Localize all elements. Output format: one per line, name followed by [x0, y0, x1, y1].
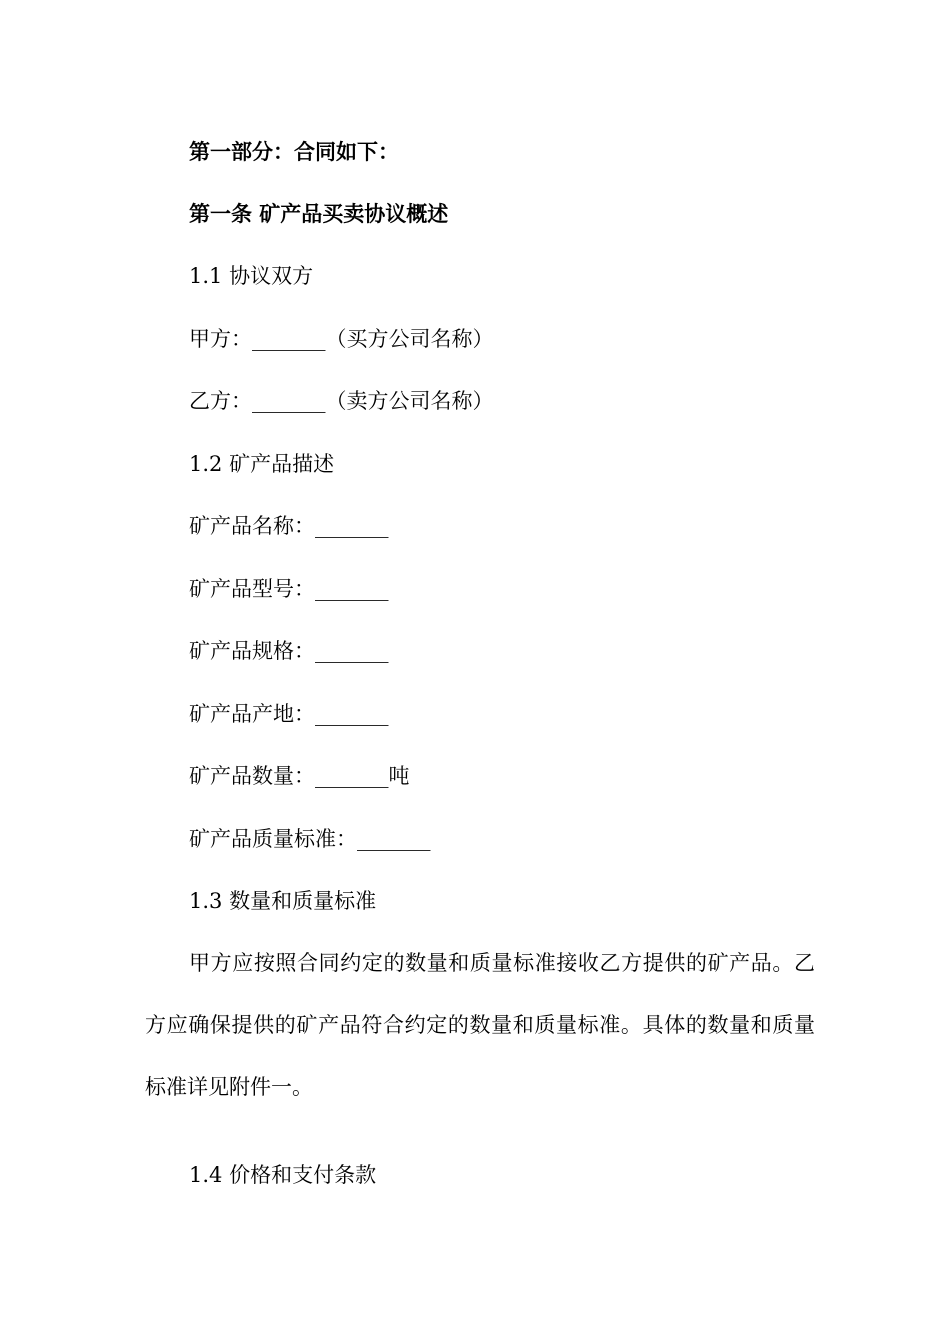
product-quality-line: 矿产品质量标准：_______: [189, 827, 431, 851]
product-name-line: 矿产品名称：_______: [189, 514, 389, 538]
section-1-2-heading: 1.2 矿产品描述: [189, 452, 335, 476]
party-a-line: 甲方：_______（买方公司名称）: [189, 327, 494, 351]
product-model-line: 矿产品型号：_______: [189, 577, 389, 601]
party-b-line: 乙方：_______（卖方公司名称）: [189, 389, 494, 413]
part-heading: 第一部分：合同如下：: [189, 139, 399, 164]
product-quantity-line: 矿产品数量：_______吨: [189, 764, 410, 788]
product-spec-line: 矿产品规格：_______: [189, 639, 389, 663]
section-1-1-heading: 1.1 协议双方: [189, 264, 314, 288]
product-origin-line: 矿产品产地：_______: [189, 702, 389, 726]
article-heading: 第一条 矿产品买卖协议概述: [189, 201, 449, 226]
section-1-4-heading: 1.4 价格和支付条款: [189, 1163, 377, 1187]
section-1-3-paragraph: 甲方应按照合同约定的数量和质量标准接收乙方提供的矿产品。乙方应确保提供的矿产品符合约定的数量和质量标准。具体的数量和质量标准详见附件一。: [145, 951, 815, 1099]
section-1-3-heading: 1.3 数量和质量标准: [189, 889, 377, 913]
